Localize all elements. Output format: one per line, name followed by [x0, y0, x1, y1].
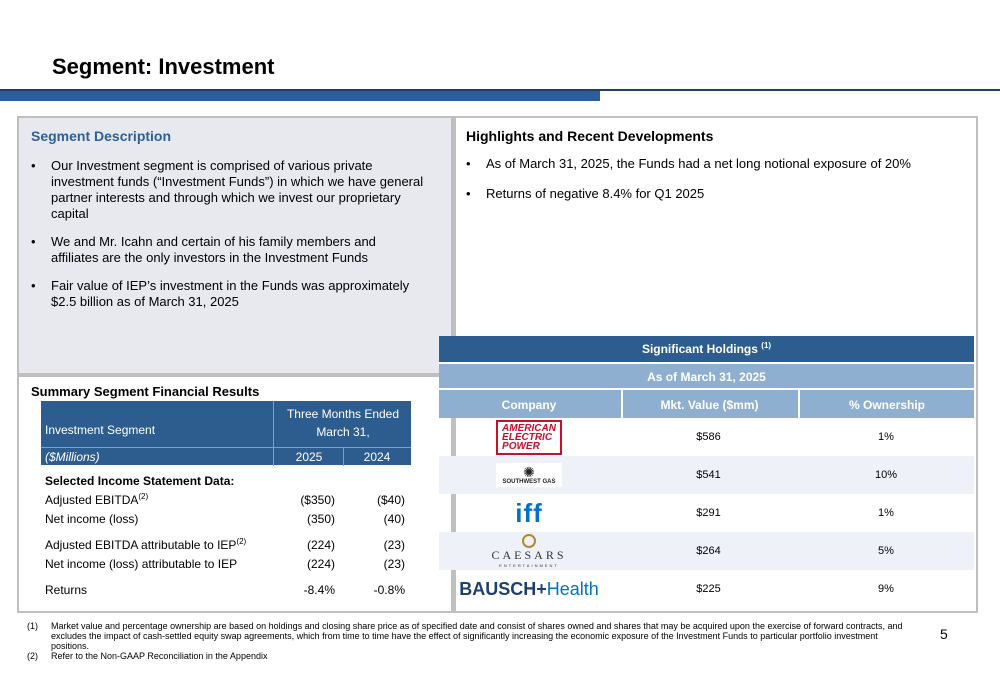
- footnote: (2) Refer to the Non-GAAP Reconciliation in the Appendix: [27, 651, 268, 661]
- period-column-header: Three Months Ended March 31,: [286, 407, 400, 439]
- list-item: • As of March 31, 2025, the Funds had a net long notional exposure of 20%: [466, 156, 911, 171]
- segment-column-header: Investment Segment: [45, 423, 156, 437]
- footnotes: [27, 621, 907, 661]
- caesars-logo: CAESARS ENTERTAINMENT: [439, 532, 619, 570]
- ownership-column-header: % Ownership: [798, 390, 974, 420]
- footnote: (1) Market value and percentage ownership are based on holdings and closing share price as of specified date and consist of shares owned and shares that may be acquired upon the exercise of forward contracts, and excludes the impact of cash-settled equity swap agreements, which from time to time have the effect of significantly increasing the economic exposure of the Investment Funds to particular portfolio investment positions.: [27, 621, 903, 651]
- table-row: Returns -8.4% -0.8%: [45, 583, 405, 597]
- bullet-icon: •: [466, 186, 471, 201]
- segment-description-list: [31, 158, 426, 322]
- company-column-header: Company: [501, 398, 557, 412]
- segment-description-panel: [19, 118, 451, 373]
- table-row: Net income (loss) (350) (40): [45, 512, 405, 526]
- bullet-icon: •: [31, 278, 36, 293]
- list-item: • We and Mr. Icahn and certain of his family members and affiliates are the only investors in the Investment Funds: [31, 234, 376, 265]
- summary-heading: Summary Segment Financial Results: [31, 384, 260, 399]
- bullet-icon: •: [31, 158, 36, 173]
- panel-divider: [19, 373, 451, 377]
- table-row: ✺ SOUTHWEST GAS $541 10%: [439, 456, 974, 494]
- table-row: Adjusted EBITDA attributable to IEP$^{(2)}$ (224) (23): [45, 537, 405, 552]
- table-subheader: [41, 447, 411, 465]
- southwest-gas-logo: ✺ SOUTHWEST GAS: [439, 456, 619, 494]
- highlights-heading: Highlights and Recent Developments: [466, 128, 714, 144]
- significant-holdings-table: [439, 336, 974, 608]
- bullet-icon: •: [31, 234, 36, 249]
- table-row: AMERICAN ELECTRIC POWER $586 1%: [439, 418, 974, 456]
- list-item: • Our Investment segment is comprised of various private investment funds (“Investment Funds”) in which we have general partner interests and through which we invest our proprietary capital: [31, 158, 424, 221]
- flame-icon: ✺: [523, 464, 535, 480]
- table-row: BAUSCH+Health $225 9%: [439, 570, 974, 608]
- aep-logo: AMERICAN ELECTRIC POWER: [439, 418, 619, 456]
- list-item: • Returns of negative 8.4% for Q1 2025: [466, 186, 705, 201]
- highlights-panel: [456, 118, 976, 333]
- table-row: Adjusted EBITDA$^{(2)}$ ($350) ($40): [45, 492, 405, 507]
- value-column-header: Mkt. Value ($mm): [621, 390, 796, 420]
- content-frame: [17, 116, 978, 613]
- table-header: [41, 401, 411, 447]
- medallion-icon: [522, 534, 536, 548]
- list-item: • Fair value of IEP’s investment in the Funds was approximately $2.5 billion as of March 31, 2025: [31, 278, 410, 309]
- title-accent-bar: [0, 91, 600, 101]
- table-row: CAESARS ENTERTAINMENT $264 5%: [439, 532, 974, 570]
- units-label: ($Millions): [45, 450, 100, 464]
- holdings-as-of: As of March 31, 2025: [439, 362, 974, 388]
- bullet-icon: •: [466, 156, 471, 171]
- holdings-column-headers: [439, 388, 974, 418]
- table-row: Net income (loss) attributable to IEP (224) (23): [45, 557, 405, 571]
- page-number: 5: [940, 626, 948, 642]
- year-2025-header: 2025: [295, 450, 323, 464]
- section-label-row: Selected Income Statement Data:: [45, 474, 235, 488]
- table-row: iff $291 1%: [439, 494, 974, 532]
- financial-results-table: [41, 401, 411, 600]
- page-title: Segment: Investment: [52, 54, 275, 79]
- bausch-health-logo: BAUSCH+Health: [459, 578, 599, 599]
- segment-description-heading: Segment Description: [31, 128, 172, 144]
- year-2024-header: 2024: [363, 450, 391, 464]
- iff-logo: iff: [515, 497, 543, 528]
- highlights-list: [466, 156, 966, 216]
- holdings-title: Significant Holdings $^{(1)}$: [439, 336, 974, 362]
